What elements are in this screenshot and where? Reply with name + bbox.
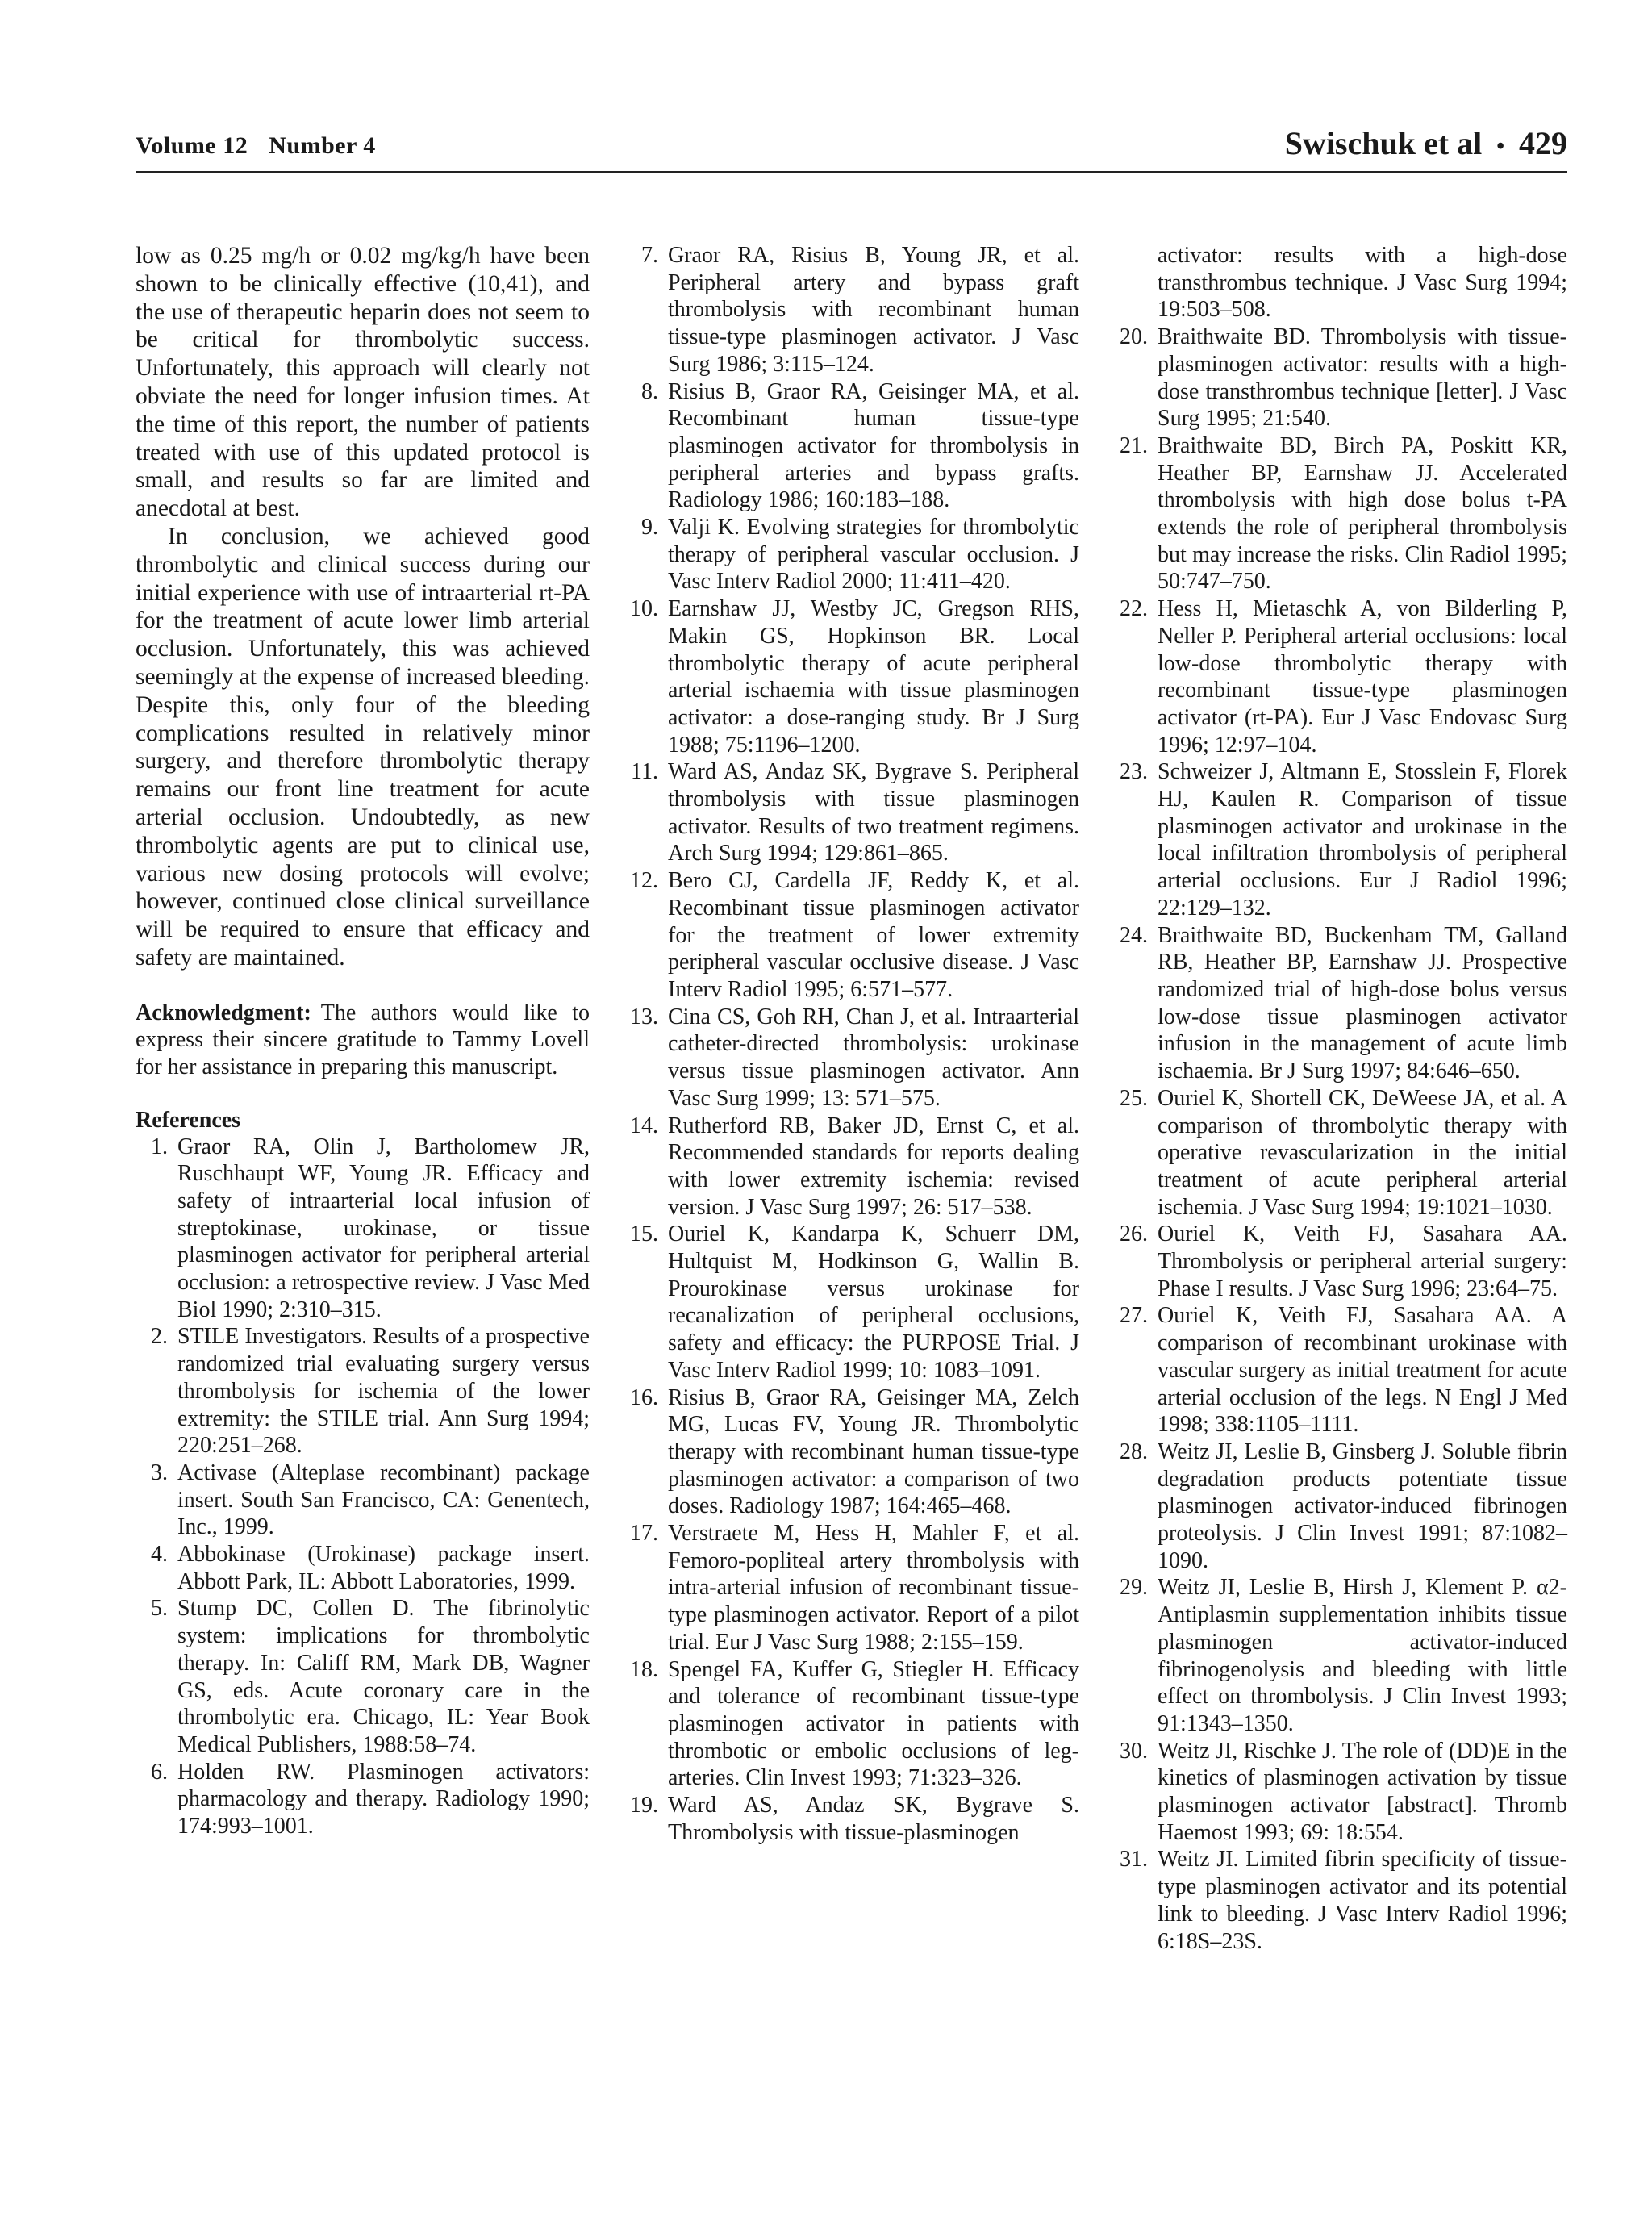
author-page-label [1285, 124, 1567, 162]
reference-number: 3. [151, 1459, 168, 1485]
reference-list [626, 242, 1079, 1846]
header-separator: • [1496, 133, 1504, 159]
reference-number: 23. [1120, 759, 1148, 785]
acknowledgment [136, 1000, 590, 1081]
reference-text: Weitz JI, Leslie B, Ginsberg J. Soluble fibrin degradation products potentiate tissue plasminogen activator-induced fibrinogen proteolysis. J Clin Invest 1991; 87:1082–1090. [1158, 1438, 1567, 1573]
reference-item [626, 514, 1079, 595]
reference-item [626, 758, 1079, 867]
references-heading: References [136, 1107, 241, 1133]
reference-item [136, 1134, 590, 1324]
reference-item [1116, 242, 1567, 324]
reference-text: Verstraete M, Hess H, Mahler F, et al. Femoro-popliteal artery thrombolysis with intra-arterial infusion of recombinant tissue-type plasminogen activator. Report of a pilot trial. Eur J Vasc Surg 1988; 2:155–159. [668, 1521, 1079, 1655]
reference-number: 17. [630, 1521, 658, 1547]
reference-number: 31. [1120, 1847, 1148, 1873]
reference-text: Risius B, Graor RA, Geisinger MA, et al. Recombinant human tissue-type plasminogen activator for thrombolysis in peripheral arteries and bypass grafts. Radiology 1986; 160:183–188. [668, 378, 1079, 513]
reference-text: Earnshaw JJ, Westby JC, Gregson RHS, Makin GS, Hopkinson BR. Local thrombolytic therapy of acute peripheral arterial ischaemia with tissue plasminogen activator: a dose-ranging study. Br J Surg 1988; 75:1196–1200. [668, 596, 1079, 758]
reference-number: 13. [630, 1004, 658, 1029]
reference-item [1116, 1438, 1567, 1575]
reference-list [136, 1134, 590, 1840]
reference-number: 16. [630, 1384, 658, 1410]
reference-number: 18. [630, 1656, 658, 1682]
column-2 [626, 242, 1079, 1846]
reference-text: Ouriel K, Veith FJ, Sasahara AA. A comparison of recombinant urokinase with vascular surgery as initial treatment for acute arterial occlusion of the legs. N Engl J Med 1998; 338:1105–1111. [1158, 1303, 1567, 1438]
reference-number: 6. [151, 1759, 168, 1785]
reference-number: 2. [151, 1324, 168, 1350]
reference-item [626, 1520, 1079, 1656]
reference-item [626, 595, 1079, 758]
reference-text: Cina CS, Goh RH, Chan J, et al. Intraarterial catheter-directed thrombolysis: urokinase versus tissue plasminogen activator. Ann Vasc Surg 1999; 13: 571–575. [668, 1004, 1079, 1111]
reference-text: Ward AS, Andaz SK, Bygrave S. Thrombolysis with tissue-plasminogen [668, 1793, 1079, 1845]
reference-text: Ward AS, Andaz SK, Bygrave S. Peripheral thrombolysis with tissue plasminogen activator. Results of two treatment regimens. Arch Surg 1994; 129:861–865. [668, 759, 1079, 866]
reference-text: Braithwaite BD, Birch PA, Poskitt KR, Heather BP, Earnshaw JJ. Accelerated thrombolysis with high dose bolus t-PA extends the role of peripheral thrombolysis but may increase the risks. Clin Radiol 1995; 50:747–750. [1158, 432, 1567, 595]
reference-item [1116, 432, 1567, 595]
reference-item [1116, 1846, 1567, 1955]
reference-number: 12. [630, 868, 658, 894]
reference-text: Braithwaite BD, Buckenham TM, Galland RB, Heather BP, Earnshaw JJ. Prospective randomized trial of high-dose bolus versus low-dose tissue plasminogen activator infusion in the management of acute limb ischaemia. Br J Surg 1997; 84:646–650. [1158, 922, 1567, 1084]
reference-item [136, 1323, 590, 1459]
reference-item [626, 1221, 1079, 1384]
running-authors: Swischuk et al [1284, 125, 1483, 161]
reference-text: Stump DC, Collen D. The fibrinolytic system: implications for thrombolytic therapy. In: Califf RM, Mark DB, Wagner GS, eds. Acute coronary care in the thrombolytic era. Chicago, IL: Year Book Medical Publishers, 1988:58–74. [177, 1596, 590, 1757]
reference-text: Weitz JI. Limited fibrin specificity of tissue-type plasminogen activator and its potential link to bleeding. J Vasc Interv Radiol 1996; 6:18S–23S. [1158, 1847, 1567, 1954]
reference-number: 26. [1120, 1221, 1148, 1247]
reference-text: Bero CJ, Cardella JF, Reddy K, et al. Recombinant tissue plasminogen activator for the treatment of lower extremity peripheral vascular occlusive disease. J Vasc Interv Radiol 1995; 6:571–577. [668, 868, 1079, 1002]
reference-text: Spengel FA, Kuffer G, Stiegler H. Efficacy and tolerance of recombinant tissue-type plasminogen activator in patients with thrombotic or embolic occlusions of leg-arteries. Clin Invest 1993; 71:323–326. [668, 1656, 1079, 1791]
reference-item [1116, 324, 1567, 432]
reference-item [1116, 922, 1567, 1085]
reference-item [626, 1384, 1079, 1521]
reference-item [626, 1792, 1079, 1846]
reference-text: Risius B, Graor RA, Geisinger MA, Zelch MG, Lucas FV, Young JR. Thrombolytic therapy with recombinant human tissue-type plasminogen activator: a comparison of two doses. Radiology 1987; 164:465–468. [668, 1384, 1079, 1519]
reference-number: 24. [1120, 922, 1148, 948]
reference-number: 30. [1120, 1738, 1148, 1764]
reference-item [626, 867, 1079, 1004]
reference-item [626, 242, 1079, 378]
reference-list [1116, 242, 1567, 1955]
reference-number: 5. [151, 1596, 168, 1622]
reference-item [1116, 1221, 1567, 1302]
column-1 [136, 242, 590, 1840]
column-3 [1116, 242, 1567, 1955]
reference-number: 7. [641, 243, 658, 268]
reference-item [136, 1459, 590, 1541]
reference-number: 19. [630, 1793, 658, 1818]
reference-number: 28. [1120, 1438, 1148, 1464]
reference-text-continued: activator: results with a high-dose transthrombus technique. J Vasc Surg 1994; 19:503–508. [1158, 243, 1567, 323]
reference-text: Ouriel K, Shortell CK, DeWeese JA, et al. A comparison of thrombolytic therapy with operative revascularization in the initial treatment of acute peripheral arterial ischemia. J Vasc Surg 1994; 19:1021–1030. [1158, 1085, 1567, 1220]
reference-text: Activase (Alteplase recombinant) package insert. South San Francisco, CA: Genentech, Inc., 1999. [177, 1459, 590, 1540]
reference-item [626, 1113, 1079, 1221]
reference-number: 27. [1120, 1303, 1148, 1329]
reference-text: Weitz JI, Leslie B, Hirsh J, Klement P. α2-Antiplasmin supplementation inhibits tissue plasminogen activator-induced fibrinogenolysis and bleeding with little effect on thrombolysis. J Clin Invest 1993; 91:1343–1350. [1158, 1575, 1567, 1736]
conclusion-paragraph: In conclusion, we achieved good thrombolytic and clinical success during our initial experience with use of intraarterial rt-PA for the treatment of acute lower limb arterial occlusion. Unfortunately, this was achieved seemingly at the expense of increased bleeding. Despite this, only four of the bleeding complications resulted in relatively minor surgery, and therefore thrombolytic therapy remains our front line treatment for acute arterial occlusion. Undoubtedly, as new thrombolytic agents are put to clinical use, various new dosing protocols will evolve; however, continued close clinical surveillance will be required to ensure that efficacy and safety are maintained. [136, 523, 590, 971]
reference-item [136, 1541, 590, 1595]
reference-number: 22. [1120, 596, 1148, 622]
reference-item [1116, 1574, 1567, 1737]
reference-text: Ouriel K, Kandarpa K, Schuerr DM, Hultquist M, Hodkinson G, Wallin B. Prourokinase versus urokinase for recanalization of peripheral occlusions, safety and efficacy: the PURPOSE Trial. J Vasc Interv Radiol 1999; 10: 1083–1091. [668, 1221, 1079, 1383]
journal-issue [136, 132, 376, 160]
reference-item [626, 1656, 1079, 1793]
volume-label: Volume 12 [136, 132, 248, 159]
reference-number: 25. [1120, 1085, 1148, 1111]
acknowledgment-text: The authors would like to express their sincere gratitude to Tammy Lovell for her assistance in preparing this manuscript. [136, 1000, 590, 1079]
reference-text: Holden RW. Plasminogen activators: pharmacology and therapy. Radiology 1990; 174:993–1001. [177, 1759, 590, 1839]
reference-item [626, 1004, 1079, 1113]
reference-number: 10. [630, 596, 658, 622]
reference-number: 14. [630, 1113, 658, 1138]
reference-text: Ouriel K, Veith FJ, Sasahara AA. Thrombolysis or peripheral arterial surgery: Phase I results. J Vasc Surg 1996; 23:64–75. [1158, 1221, 1567, 1301]
reference-item [626, 378, 1079, 515]
reference-number: 20. [1120, 324, 1148, 350]
reference-item [1116, 758, 1567, 921]
reference-number: 11. [631, 759, 658, 785]
reference-text: Graor RA, Olin J, Bartholomew JR, Ruschhaupt WF, Young JR. Efficacy and safety of intraarterial local infusion of streptokinase, urokinase, or tissue plasminogen activator for peripheral arterial occlusion: a retrospective review. J Vasc Med Biol 1990; 2:310–315. [177, 1134, 590, 1322]
reference-text: Braithwaite BD. Thrombolysis with tissue-plasminogen activator: results with a high-dose transthrombus technique [letter]. J Vasc Surg 1995; 21:540. [1158, 324, 1567, 432]
reference-number: 29. [1120, 1575, 1148, 1601]
acknowledgment-label: Acknowledgment: [136, 1000, 311, 1025]
issue-number-label: Number 4 [269, 132, 376, 159]
reference-number: 15. [630, 1221, 658, 1247]
reference-text: Schweizer J, Altmann E, Stosslein F, Florek HJ, Kaulen R. Comparison of tissue plasminogen activator and urokinase in the local infiltration thrombolysis of peripheral arterial occlusions. Eur J Radiol 1996; 22:129–132. [1158, 759, 1567, 921]
reference-text: Valji K. Evolving strategies for thrombolytic therapy of peripheral vascular occlusion. J Vasc Interv Radiol 2000; 11:411–420. [668, 515, 1079, 595]
body-paragraph: low as 0.25 mg/h or 0.02 mg/kg/h have been shown to be clinically effective (10,41), and the use of therapeutic heparin does not seem to be critical for thrombolytic success. Unfortunately, this approach will clearly not obviate the need for longer infusion times. At the time of this report, the number of patients treated with use of this updated protocol is small, and results so far are limited and anecdotal at best. [136, 243, 590, 522]
reference-text: Rutherford RB, Baker JD, Ernst C, et al. Recommended standards for reports dealing with lower extremity ischemia: revised version. J Vasc Surg 1997; 26: 517–538. [668, 1113, 1079, 1220]
reference-text: Graor RA, Risius B, Young JR, et al. Peripheral artery and bypass graft thrombolysis with recombinant human tissue-type plasminogen activator. J Vasc Surg 1986; 3:115–124. [668, 243, 1079, 377]
reference-number: 4. [151, 1542, 168, 1568]
reference-item [1116, 1085, 1567, 1221]
reference-item [1116, 595, 1567, 758]
running-header [136, 125, 1567, 173]
reference-number: 8. [641, 378, 658, 404]
reference-item [1116, 1302, 1567, 1438]
reference-text: Hess H, Mietaschk A, von Bilderling P, Neller P. Peripheral arterial occlusions: local low-dose thrombolytic therapy with recombinant tissue-type plasminogen activator (rt-PA). Eur J Vasc Endovasc Surg 1996; 12:97–104. [1158, 596, 1567, 758]
reference-item [136, 1759, 590, 1840]
reference-text: STILE Investigators. Results of a prospective randomized trial evaluating surgery versus thrombolysis for ischemia of the lower extremity: the STILE trial. Ann Surg 1994; 220:251–268. [177, 1324, 590, 1459]
reference-text: Weitz JI, Rischke J. The role of (DD)E in the kinetics of plasminogen activation by tissue plasminogen activator [abstract]. Thromb Haemost 1993; 69: 18:554. [1158, 1738, 1567, 1845]
reference-number: 1. [151, 1134, 168, 1159]
reference-number: 21. [1120, 432, 1148, 458]
reference-item [136, 1595, 590, 1758]
page-number: 429 [1519, 125, 1567, 161]
reference-text: Abbokinase (Urokinase) package insert. Abbott Park, IL: Abbott Laboratories, 1999. [177, 1542, 590, 1594]
reference-item [1116, 1738, 1567, 1847]
reference-number: 9. [641, 515, 658, 541]
